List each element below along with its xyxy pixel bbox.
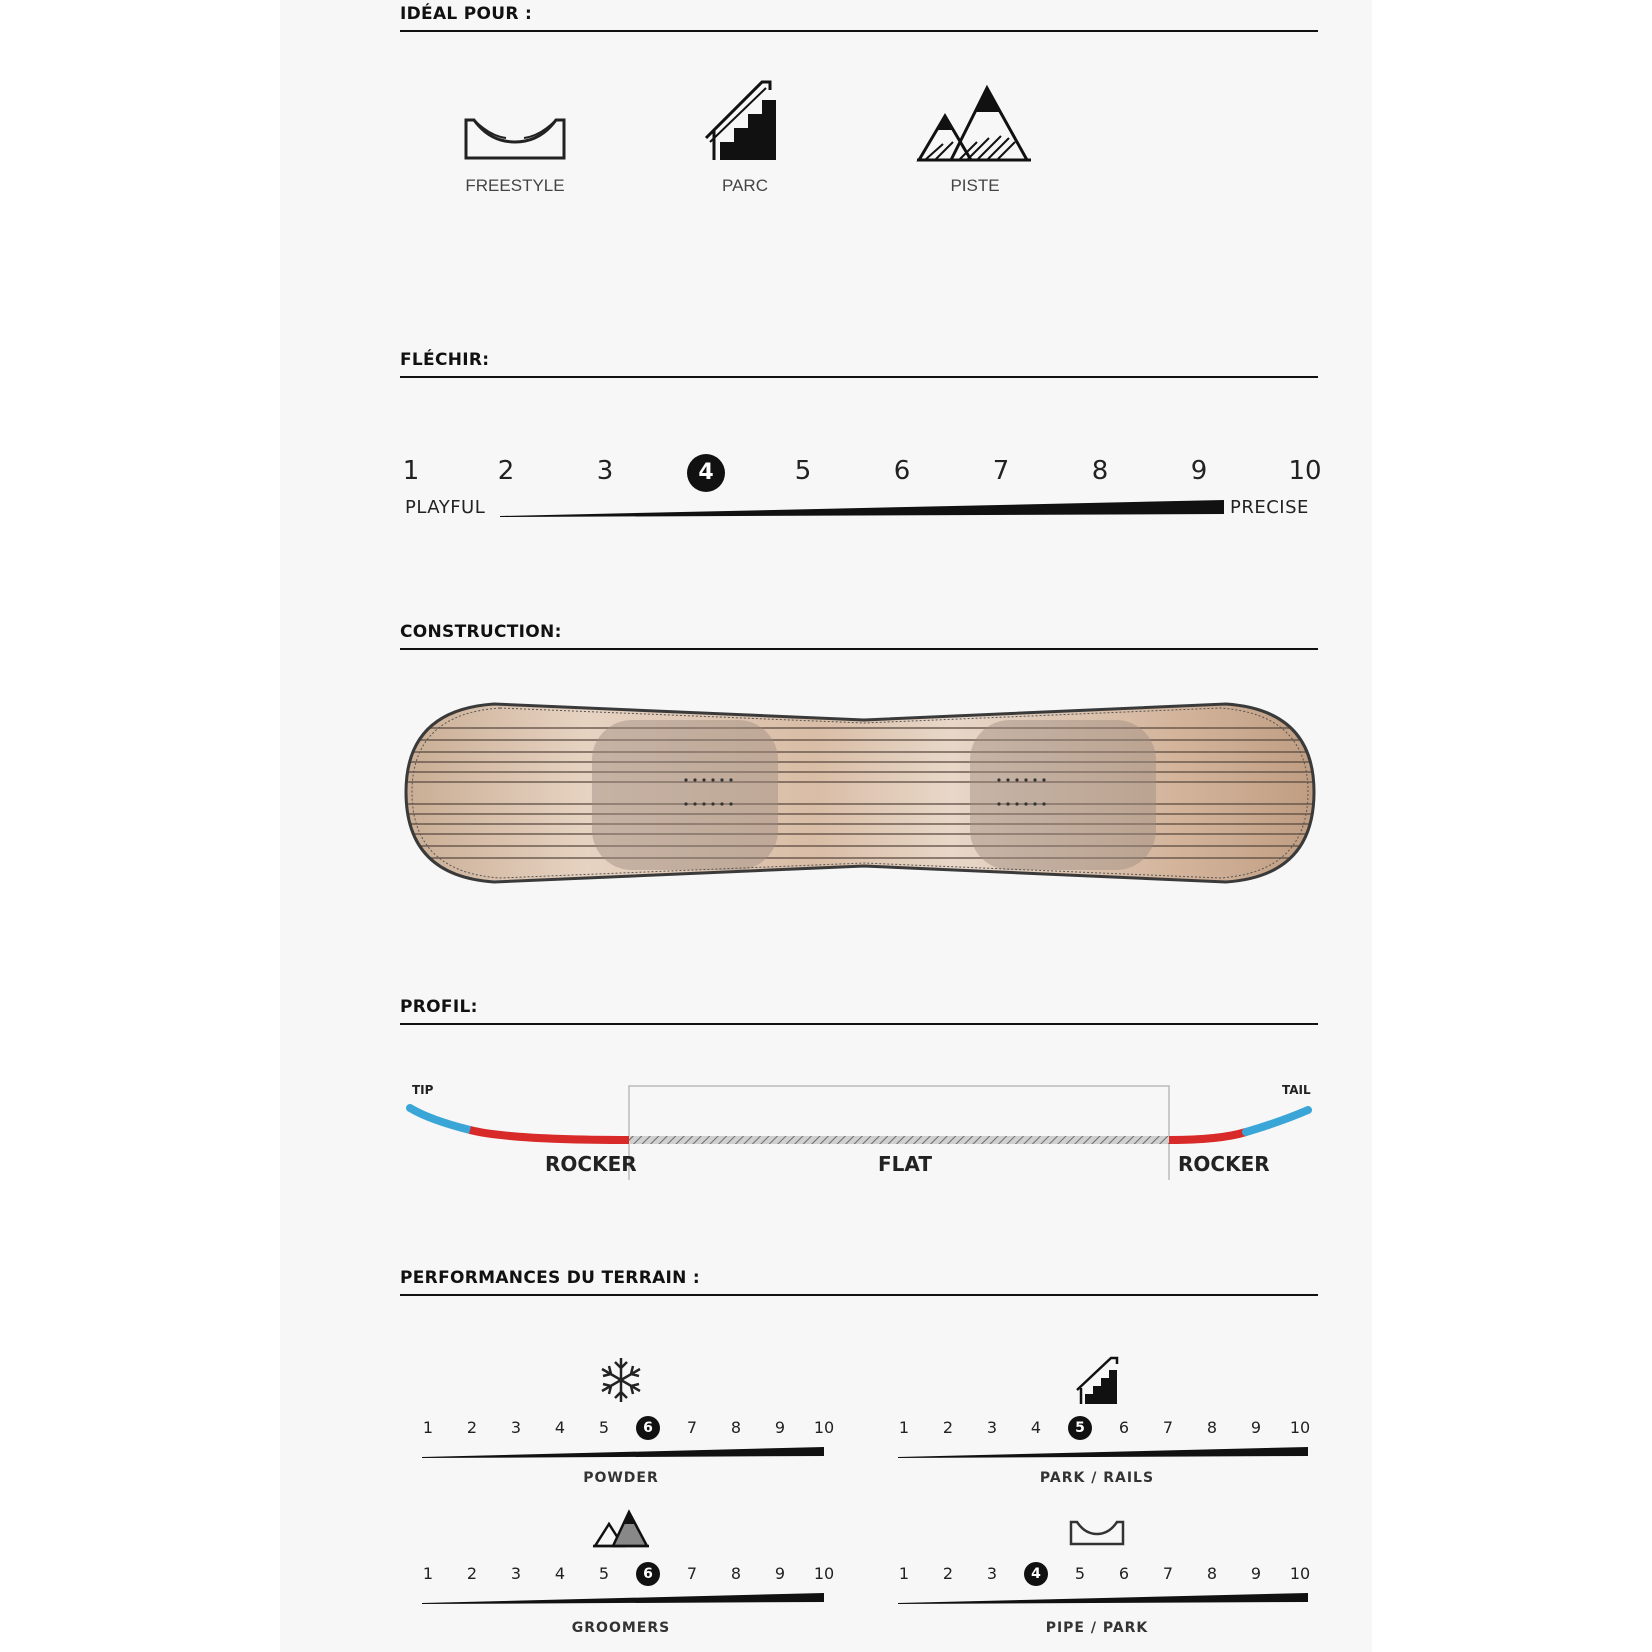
terrain-label: GROOMERS — [571, 1620, 671, 1636]
flex-number: 7 — [992, 456, 1010, 486]
profile-tail-label: TAIL — [1282, 1083, 1311, 1097]
scale-wedge-bar — [892, 1592, 1312, 1604]
scale-number-selected: 4 — [1024, 1562, 1048, 1586]
scale-number: 5 — [1074, 1564, 1086, 1583]
halfpipe-icon — [460, 98, 570, 162]
scale-number: 6 — [1118, 1418, 1130, 1437]
ideal-item-freestyle — [440, 98, 590, 196]
scale-number: 3 — [986, 1564, 998, 1583]
scale-wedge-bar — [416, 1446, 826, 1458]
scale-number: 9 — [1250, 1564, 1262, 1583]
scale-number-selected: 6 — [636, 1416, 660, 1440]
scale-number: 10 — [813, 1418, 835, 1437]
scale-number: 10 — [813, 1564, 835, 1583]
terrain-pipe-park — [892, 1500, 1311, 1650]
terrain-park-rails — [892, 1354, 1311, 1504]
snowflake-icon — [591, 1354, 651, 1406]
scale-number: 10 — [1289, 1418, 1311, 1437]
flex-playful-label: PLAYFUL — [405, 497, 486, 518]
ideal-label-freestyle: FREESTYLE — [465, 176, 565, 195]
profile-flat-label: FLAT — [878, 1152, 932, 1176]
ideal-label-piste: PISTE — [950, 176, 1000, 195]
flex-precise-label: PRECISE — [1230, 497, 1309, 518]
flex-section-title: FLÉCHIR: — [400, 350, 1318, 378]
scale-number: 4 — [554, 1418, 566, 1437]
terrain-powder — [416, 1354, 835, 1504]
scale-number: 8 — [730, 1418, 742, 1437]
profile-section-title: PROFIL: — [400, 997, 1318, 1025]
scale-number: 1 — [422, 1418, 434, 1437]
profile-tip-segment — [410, 1108, 470, 1130]
scale-number: 4 — [1030, 1418, 1042, 1437]
scale-number: 2 — [942, 1418, 954, 1437]
terrain-groomers — [416, 1500, 835, 1650]
scale-number: 2 — [466, 1418, 478, 1437]
profile-tip-label: TIP — [412, 1083, 434, 1097]
scale-number: 7 — [686, 1564, 698, 1583]
profile-tail-segment — [1246, 1110, 1308, 1132]
scale-number: 2 — [942, 1564, 954, 1583]
flex-number: 5 — [794, 456, 812, 486]
ideal-section-title: IDÉAL POUR : — [400, 4, 1318, 32]
flex-number: 9 — [1190, 456, 1208, 486]
profile-rocker-left-segment — [470, 1130, 629, 1140]
profile-rocker-right-label: ROCKER — [1178, 1152, 1270, 1176]
scale-number: 1 — [898, 1418, 910, 1437]
terrain-label: POWDER — [583, 1470, 659, 1486]
profile-rocker-left-label: ROCKER — [545, 1152, 637, 1176]
flex-number: 6 — [893, 456, 911, 486]
flex-number: 3 — [596, 456, 614, 486]
snowboard-board-image — [404, 700, 1316, 886]
scale-number-selected: 5 — [1068, 1416, 1092, 1440]
scale-wedge-bar — [416, 1592, 826, 1604]
flex-wedge-bar — [500, 498, 1226, 518]
scale-number: 9 — [1250, 1418, 1262, 1437]
scale-number: 5 — [598, 1564, 610, 1583]
flex-number: 1 — [402, 456, 420, 486]
scale-number: 2 — [466, 1564, 478, 1583]
ideal-item-parc — [670, 98, 820, 196]
construction-section-title: CONSTRUCTION: — [400, 622, 1318, 650]
terrain-section-title: PERFORMANCES DU TERRAIN : — [400, 1268, 1318, 1296]
ideal-label-parc: PARC — [722, 176, 768, 195]
scale-number-selected: 6 — [636, 1562, 660, 1586]
scale-number: 6 — [1118, 1564, 1130, 1583]
scale-number: 8 — [1206, 1564, 1218, 1583]
scale-wedge-bar — [892, 1446, 1312, 1458]
flex-number: 2 — [497, 456, 515, 486]
scale-number: 7 — [686, 1418, 698, 1437]
scale-number: 5 — [598, 1418, 610, 1437]
profile-rocker-right-segment — [1169, 1132, 1246, 1140]
scale-number: 7 — [1162, 1564, 1174, 1583]
stairs-rail-icon — [700, 76, 790, 162]
mountains-icon — [591, 1500, 651, 1552]
scale-number: 7 — [1162, 1418, 1174, 1437]
flex-number: 10 — [1288, 456, 1322, 486]
flex-number-selected: 4 — [687, 454, 725, 492]
terrain-label: PIPE / PARK — [1045, 1620, 1149, 1636]
scale-number: 4 — [554, 1564, 566, 1583]
scale-number: 8 — [1206, 1418, 1218, 1437]
scale-number: 1 — [422, 1564, 434, 1583]
terrain-label: PARK / RAILS — [1039, 1470, 1155, 1486]
halfpipe-icon — [1067, 1500, 1127, 1552]
scale-number: 3 — [510, 1418, 522, 1437]
ideal-item-piste — [900, 98, 1050, 196]
scale-number: 1 — [898, 1564, 910, 1583]
scale-number: 9 — [774, 1564, 786, 1583]
scale-number: 9 — [774, 1418, 786, 1437]
flex-number: 8 — [1091, 456, 1109, 486]
profile-flat-segment — [629, 1136, 1169, 1144]
scale-number: 10 — [1289, 1564, 1311, 1583]
scale-number: 3 — [510, 1564, 522, 1583]
mountains-icon — [915, 82, 1035, 162]
stairs-rail-icon — [1067, 1354, 1127, 1406]
scale-number: 3 — [986, 1418, 998, 1437]
scale-number: 8 — [730, 1564, 742, 1583]
